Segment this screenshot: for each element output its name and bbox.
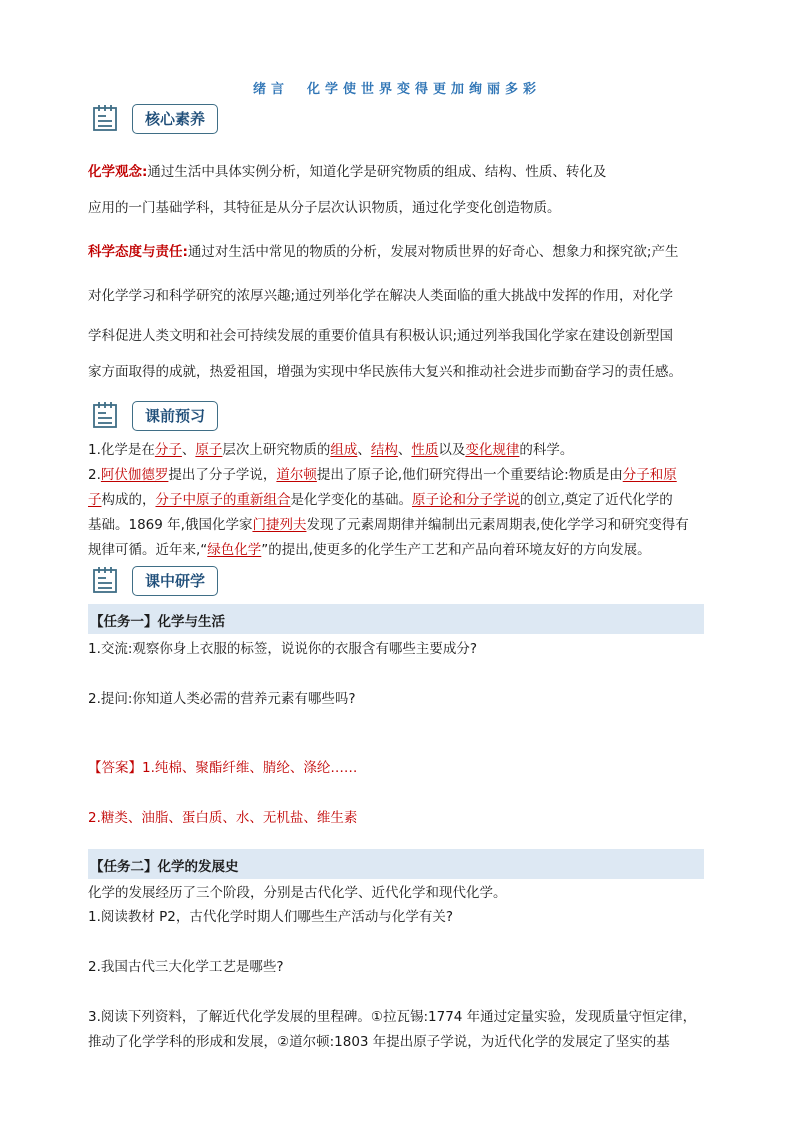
notebook-icon — [92, 401, 118, 429]
answer-blank: 分子中原子的重新组合 — [155, 492, 291, 508]
answer-blank: 阿伏伽德罗 — [100, 467, 169, 483]
answer-blank: 原子论和分子学说 — [412, 492, 520, 508]
answer-blank: 分子 — [154, 442, 182, 458]
answer-blank: 性质 — [411, 442, 439, 458]
core-attitude-line-2: 对化学学习和科学研究的浓厚兴趣;通过列举化学在解决人类面临的重大挑战中发挥的作用，对化学 — [88, 288, 674, 304]
answer-blank: 原子 — [195, 442, 223, 458]
answer-label: 【答案】 — [88, 760, 142, 776]
task2-heading: 【任务二】化学的发展史 — [90, 859, 239, 875]
answer-blank: 道尔顿 — [276, 467, 317, 483]
answer-blank: 绿色化学 — [207, 542, 262, 558]
preview-line-4: 基础。1869 年,俄国化学家门捷列夫发现了元素周期律并编制出元素周期表,使化学学习和研究变得有 — [88, 517, 689, 533]
task2-heading-band — [88, 849, 704, 879]
answer-blank: 子 — [88, 492, 102, 508]
concept-label: 化学观念: — [88, 164, 148, 180]
answer-blank: 门捷列夫 — [252, 517, 307, 533]
task2-question-3-line-2: 推动了化学学科的形成和发展，②道尔顿:1803 年提出原子学说，为近代化学的发展定了坚实的基 — [88, 1034, 670, 1050]
answer-text-1: 1.纯棉、聚酯纤维、腈纶、涤纶…… — [142, 760, 358, 776]
task1-question-1: 1.交流:观察你身上衣服的标签，说说你的衣服含有哪些主要成分? — [88, 641, 478, 657]
answer-blank: 变化规律 — [465, 442, 520, 458]
notebook-icon — [92, 566, 118, 594]
task1-answer-1 — [88, 758, 708, 778]
answer-blank: 组成 — [330, 442, 358, 458]
notebook-icon — [92, 104, 118, 132]
core-concept-line-1 — [88, 162, 708, 182]
section-preview-title: 课前预习 — [132, 401, 218, 431]
attitude-text-1: 通过对生活中常见的物质的分析，发展对物质世界的好奇心、想象力和探究欲;产生 — [187, 244, 679, 260]
attitude-label: 科学态度与责任: — [88, 244, 188, 260]
preview-line-3: 子构成的，分子中原子的重新组合是化学变化的基础。原子论和分子学说的创立,奠定了近代化学的 — [88, 492, 673, 508]
preview-line-5: 规律可循。近年来,“绿色化学”的提出,使更多的化学生产工艺和产品向着环境友好的方向发展。 — [88, 542, 651, 558]
answer-blank: 分子和原 — [622, 467, 677, 483]
task1-question-2: 2.提问:你知道人类必需的营养元素有哪些吗? — [88, 691, 356, 707]
task2-intro: 化学的发展经历了三个阶段，分别是古代化学、近代化学和现代化学。 — [88, 885, 507, 901]
core-attitude-line-4: 家方面取得的成就，热爱祖国，增强为实现中华民族伟大复兴和推动社会进步而勤奋学习的责任感。 — [88, 364, 682, 380]
task2-question-1: 1.阅读教材 P2，古代化学时期人们哪些生产活动与化学有关? — [88, 909, 454, 925]
answer-blank: 结构 — [370, 442, 398, 458]
core-attitude-line-3: 学科促进人类文明和社会可持续发展的重要价值具有积极认识;通过列举我国化学家在建设创新型国 — [88, 328, 674, 344]
concept-text-1: 通过生活中具体实例分析，知道化学是研究物质的组成、结构、性质、转化及 — [147, 164, 607, 180]
preview-line-2: 2.阿伏伽德罗提出了分子学说，道尔顿提出了原子论,他们研究得出一个重要结论:物质是由分子和原 — [88, 467, 677, 483]
task1-heading-band — [88, 604, 704, 634]
section-study-title: 课中研学 — [132, 566, 218, 596]
document-title: 绪言 化学使世界变得更加绚丽多彩 — [252, 82, 541, 97]
task2-question-2: 2.我国古代三大化学工艺是哪些? — [88, 959, 284, 975]
core-attitude-line-1 — [88, 242, 708, 262]
task1-answer-2: 2.糖类、油脂、蛋白质、水、无机盐、维生素 — [88, 810, 358, 826]
preview-line-1: 1.化学是在分子、原子层次上研究物质的组成、结构、性质以及变化规律的科学。 — [88, 442, 574, 458]
core-concept-line-2: 应用的一门基础学科，其特征是从分子层次认识物质，通过化学变化创造物质。 — [88, 200, 561, 216]
task2-question-3-line-1: 3.阅读下列资料，了解近代化学发展的里程碑。①拉瓦锡:1774 年通过定量实验，发现质量守恒定律， — [88, 1009, 697, 1025]
task1-heading: 【任务一】化学与生活 — [90, 614, 225, 630]
section-core-title: 核心素养 — [132, 104, 218, 134]
